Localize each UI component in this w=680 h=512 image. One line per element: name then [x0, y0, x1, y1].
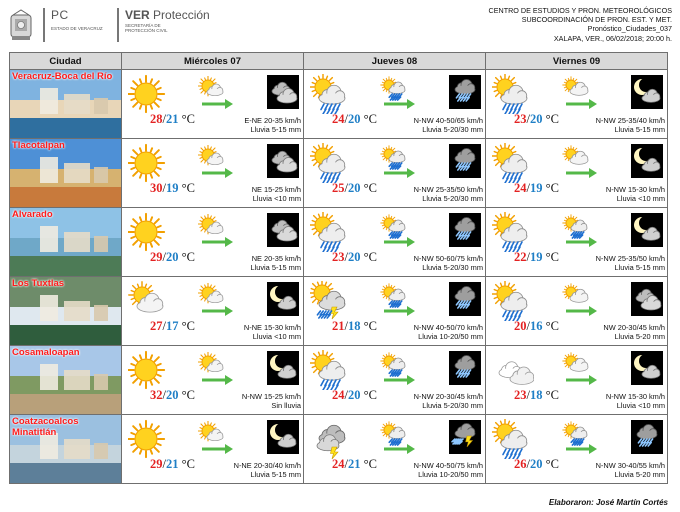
forecast-id: Pronóstico_Ciudades_037: [587, 24, 672, 34]
forecast-cell: [486, 277, 668, 346]
forecast-cell: [122, 208, 304, 277]
rain-sun-icon: [310, 212, 352, 252]
rain-sun-icon: [492, 419, 534, 459]
temp-max: 32: [150, 388, 163, 402]
rain-sun-wind-icon: [380, 352, 416, 388]
cloudy-icon: [492, 350, 534, 390]
rain-amount: Lluvia 5-15 mm: [250, 470, 301, 479]
state-seal-icon: [8, 9, 34, 41]
wind-rain-info: [242, 392, 301, 410]
sun-icon: [128, 212, 170, 252]
ver-logo-subtitle: SECRETARÍA DE PROTECCIÓN CIVIL: [125, 23, 168, 33]
rain-amount: Lluvia 5-15 mm: [250, 263, 301, 272]
city-photo: [10, 208, 121, 276]
col-header-city: Ciudad: [10, 53, 122, 70]
cloudy-night-icon: [631, 282, 663, 316]
wind-speed: E-NE 20-35 km/h: [244, 116, 301, 125]
table-row: [10, 415, 668, 484]
wind-rain-info: [596, 116, 665, 134]
wind-rain-info: [596, 254, 665, 272]
rain-sun-wind-icon: [380, 283, 416, 319]
col-header-day: Viernes 09: [486, 53, 668, 70]
temperature: 32/20 °C: [150, 388, 195, 402]
temperature: 22/19 °C: [514, 250, 559, 264]
temperature: 28/21 °C: [150, 112, 195, 126]
heavy-rain-icon: [449, 351, 481, 385]
temp-min: 21: [165, 457, 179, 471]
city-cell: [10, 70, 122, 139]
cloudy-night-icon: [267, 144, 299, 178]
temp-unit: °C: [545, 319, 559, 333]
forecast-cell: [486, 70, 668, 139]
storm-night-icon: [449, 420, 481, 454]
city-photo: [10, 139, 121, 207]
rain-sun-wind-icon: [380, 214, 416, 250]
partly-cloudy-sun-wind-icon: [198, 214, 234, 250]
temperature: 23/18 °C: [514, 388, 559, 402]
wind-rain-info: [252, 185, 301, 203]
wind-speed: N-NW 40-50/65 km/h: [413, 116, 483, 125]
forecast-cell: [304, 415, 486, 484]
heavy-rain-icon: [449, 213, 481, 247]
temp-max: 24: [332, 112, 345, 126]
wind-speed: N-NW 50-60/75 km/h: [413, 254, 483, 263]
issue-datetime: XALAPA, VER., 06/02/2018; 20:00 h.: [553, 33, 672, 43]
ver-proteccion-logo: [117, 8, 210, 42]
temp-unit: °C: [363, 181, 377, 195]
temp-max: 24: [332, 388, 345, 402]
wind-rain-info: [234, 461, 301, 479]
city-name: Veracruz-Boca del Río: [12, 71, 113, 82]
rain-amount: Lluvia 5-20 mm: [614, 332, 665, 341]
rain-sun-icon: [492, 281, 534, 321]
wind-speed: N-NW 30-40/55 km/h: [595, 461, 665, 470]
cloud-sun-wind-icon: [562, 145, 598, 181]
pc-logo-subtitle: ESTADO DE VERACRUZ: [51, 26, 103, 31]
rain-amount: Lluvia 5-15 mm: [614, 125, 665, 134]
city-cell: [10, 139, 122, 208]
wind-rain-info: [606, 185, 665, 203]
city-cell: [10, 415, 122, 484]
rain-amount: Lluvia 5-20/30 mm: [422, 125, 483, 134]
temp-unit: °C: [181, 319, 195, 333]
wind-speed: N-NW 15-30 km/h: [605, 185, 665, 194]
forecast-cell: [486, 346, 668, 415]
city-photo: [10, 70, 121, 138]
cloud-sun-wind-icon: [562, 352, 598, 388]
temp-unit: °C: [545, 181, 559, 195]
temp-unit: °C: [181, 457, 195, 471]
issuer-info: [489, 6, 672, 43]
temp-max: 29: [150, 457, 163, 471]
temp-unit: °C: [545, 112, 559, 126]
rain-sun-wind-icon: [380, 421, 416, 457]
city-photo: [10, 415, 121, 483]
wind-rain-info: [414, 392, 483, 410]
rain-amount: Lluvia <10 mm: [616, 401, 665, 410]
sun-icon: [128, 143, 170, 183]
wind-speed: N-NW 40-50/70 km/h: [413, 323, 483, 332]
city-name: Cosamaloapan: [12, 347, 80, 358]
temp-unit: °C: [181, 388, 195, 402]
temperature: 20/16 °C: [514, 319, 559, 333]
moon-cloud-icon: [631, 144, 663, 178]
forecast-cell: [486, 208, 668, 277]
temp-min: 19: [529, 250, 543, 264]
wind-rain-info: [414, 254, 483, 272]
wind-speed: N-NW 40-50/75 km/h: [413, 461, 483, 470]
temp-min: 20: [347, 112, 361, 126]
temp-min: 20: [529, 112, 543, 126]
city-cell: [10, 277, 122, 346]
temp-min: 20: [347, 250, 361, 264]
rain-amount: Lluvia 5-20/30 mm: [422, 194, 483, 203]
partly-cloudy-sun-wind-icon: [198, 283, 234, 319]
rain-sun-icon: [310, 74, 352, 114]
table-row: [10, 277, 668, 346]
city-photo: [10, 277, 121, 345]
rain-amount: Lluvia 5-20/30 mm: [422, 263, 483, 272]
page-header: [0, 0, 680, 52]
moon-cloud-icon: [631, 213, 663, 247]
partly-cloudy-sun-wind-icon: [198, 421, 234, 457]
storm-cloud-icon: [310, 419, 352, 459]
temperature: 23/20 °C: [332, 250, 377, 264]
temp-min: 18: [529, 388, 543, 402]
col-header-day: Miércoles 07: [122, 53, 304, 70]
temp-min: 20: [165, 250, 179, 264]
wind-rain-info: [596, 461, 665, 479]
heavy-rain-icon: [631, 420, 663, 454]
wind-speed: N-NW 15-30 km/h: [605, 392, 665, 401]
temp-unit: °C: [363, 112, 377, 126]
rain-amount: Lluvia 10-20/50 mm: [418, 332, 483, 341]
temperature: 21/18 °C: [332, 319, 377, 333]
temp-max: 21: [332, 319, 345, 333]
pc-logo: [43, 8, 103, 42]
partly-cloudy-sun-wind-icon: [198, 76, 234, 112]
issuer-line: CENTRO DE ESTUDIOS Y PRON. METEOROLÓGICOS: [488, 6, 672, 15]
rain-amount: Lluvia 5-15 mm: [614, 263, 665, 272]
rain-sun-wind-icon: [380, 76, 416, 112]
table-row: [10, 346, 668, 415]
temp-min: 21: [165, 112, 179, 126]
rain-sun-icon: [492, 74, 534, 114]
temperature: 24/20 °C: [332, 112, 377, 126]
moon-cloud-icon: [267, 282, 299, 316]
forecast-cell: [122, 70, 304, 139]
temp-unit: °C: [363, 319, 377, 333]
sun-icon: [128, 74, 170, 114]
temp-min: 20: [529, 457, 543, 471]
ver-logo-title: VER Protección: [125, 8, 210, 22]
rain-amount: Lluvia 5-15 mm: [250, 125, 301, 134]
temp-unit: °C: [181, 112, 195, 126]
temp-unit: °C: [545, 250, 559, 264]
rain-sun-wind-icon: [562, 214, 598, 250]
temp-max: 23: [514, 112, 527, 126]
temp-min: 20: [347, 181, 361, 195]
forecast-cell: [304, 346, 486, 415]
wind-rain-info: [414, 116, 483, 134]
table-row: [10, 208, 668, 277]
temp-min: 20: [347, 388, 361, 402]
rain-sun-icon: [310, 350, 352, 390]
rain-amount: Lluvia 5-20/30 mm: [422, 401, 483, 410]
cloudy-night-icon: [267, 75, 299, 109]
rain-sun-icon: [310, 143, 352, 183]
city-name: Tlacotalpan: [12, 140, 65, 151]
forecast-cell: [122, 346, 304, 415]
rain-amount: Lluvia 10-20/50 mm: [418, 470, 483, 479]
temp-max: 28: [150, 112, 163, 126]
forecast-cell: [122, 139, 304, 208]
moon-cloud-icon: [631, 75, 663, 109]
temp-min: 16: [529, 319, 543, 333]
wind-speed: NE 20-35 km/h: [251, 254, 301, 263]
rain-sun-icon: [492, 212, 534, 252]
table-header-row: [10, 53, 668, 70]
wind-speed: N-NW 25-35/50 km/h: [413, 185, 483, 194]
wind-speed: NE 15-25 km/h: [251, 185, 301, 194]
forecast-cell: [486, 415, 668, 484]
wind-speed: N-NE 20-30/40 km/h: [233, 461, 301, 470]
cloud-sun-wind-icon: [562, 283, 598, 319]
temperature: 26/20 °C: [514, 457, 559, 471]
temp-max: 22: [514, 250, 527, 264]
temp-unit: °C: [363, 250, 377, 264]
city-name: Coatzacoalcos Minatitlán: [12, 416, 79, 438]
temp-unit: °C: [181, 181, 195, 195]
wind-rain-info: [414, 185, 483, 203]
heavy-rain-icon: [449, 75, 481, 109]
temp-max: 20: [514, 319, 527, 333]
temp-max: 24: [514, 181, 527, 195]
temp-min: 21: [347, 457, 361, 471]
temp-min: 19: [165, 181, 179, 195]
temp-max: 23: [514, 388, 527, 402]
temperature: 24/20 °C: [332, 388, 377, 402]
pc-logo-title: PC: [51, 8, 69, 22]
sun-icon: [128, 419, 170, 459]
wind-rain-info: [606, 392, 665, 410]
city-name: Alvarado: [12, 209, 53, 220]
forecast-cell: [304, 277, 486, 346]
issuer-line: SUBCOORDINACIÓN DE PRON. EST. Y MET.: [521, 15, 672, 25]
cloud-sun-icon: [128, 281, 170, 321]
forecast-table: [9, 52, 668, 484]
cloud-sun-wind-icon: [562, 76, 598, 112]
temp-max: 29: [150, 250, 163, 264]
temp-unit: °C: [363, 457, 377, 471]
city-cell: [10, 346, 122, 415]
rain-amount: Lluvia <10 mm: [616, 194, 665, 203]
heavy-rain-icon: [449, 144, 481, 178]
temperature: 29/20 °C: [150, 250, 195, 264]
moon-cloud-icon: [631, 351, 663, 385]
wind-rain-info: [414, 323, 483, 341]
temp-min: 20: [165, 388, 179, 402]
col-header-day: Jueves 08: [304, 53, 486, 70]
temp-max: 25: [332, 181, 345, 195]
city-photo: [10, 346, 121, 414]
partly-cloudy-sun-wind-icon: [198, 145, 234, 181]
sun-icon: [128, 350, 170, 390]
temperature: 23/20 °C: [514, 112, 559, 126]
table-row: [10, 70, 668, 139]
wind-speed: N-NE 15-30 km/h: [243, 323, 301, 332]
rain-sun-icon: [492, 143, 534, 183]
forecast-cell: [122, 415, 304, 484]
rain-amount: Lluvia <10 mm: [252, 332, 301, 341]
forecast-cell: [304, 70, 486, 139]
temp-min: 18: [347, 319, 361, 333]
wind-rain-info: [244, 323, 301, 341]
wind-speed: N-NW 25-35/40 km/h: [595, 116, 665, 125]
rain-sun-wind-icon: [380, 145, 416, 181]
wind-rain-info: [250, 254, 301, 272]
temperature: 25/20 °C: [332, 181, 377, 195]
temp-max: 26: [514, 457, 527, 471]
temp-unit: °C: [181, 250, 195, 264]
city-name: Los Tuxtlas: [12, 278, 65, 289]
wind-rain-info: [244, 116, 301, 134]
table-row: [10, 139, 668, 208]
wind-speed: NW 20-30/45 km/h: [603, 323, 665, 332]
rain-sun-wind-icon: [562, 421, 598, 457]
forecast-cell: [122, 277, 304, 346]
temperature: 24/19 °C: [514, 181, 559, 195]
wind-speed: N-NW 25-35/50 km/h: [595, 254, 665, 263]
moon-cloud-icon: [267, 351, 299, 385]
temp-max: 27: [150, 319, 163, 333]
city-cell: [10, 208, 122, 277]
temp-min: 17: [165, 319, 179, 333]
wind-rain-info: [414, 461, 483, 479]
credit-line: Elaboraron: José Martín Cortés: [548, 498, 668, 507]
forecast-cell: [486, 139, 668, 208]
temperature: 27/17 °C: [150, 319, 195, 333]
rain-amount: Sin lluvia: [271, 401, 301, 410]
temperature: 24/21 °C: [332, 457, 377, 471]
wind-speed: N-NW 15-25 km/h: [241, 392, 301, 401]
wind-speed: N-NW 20-30/45 km/h: [413, 392, 483, 401]
temp-unit: °C: [363, 388, 377, 402]
temp-max: 24: [332, 457, 345, 471]
temp-max: 30: [150, 181, 163, 195]
heavy-rain-icon: [449, 282, 481, 316]
forecast-cell: [304, 208, 486, 277]
rain-amount: Lluvia 5-20 mm: [614, 470, 665, 479]
storm-sun-icon: [310, 281, 352, 321]
forecast-cell: [304, 139, 486, 208]
moon-cloud-icon: [267, 420, 299, 454]
temperature: 29/21 °C: [150, 457, 195, 471]
temp-max: 23: [332, 250, 345, 264]
cloudy-night-icon: [267, 213, 299, 247]
wind-rain-info: [603, 323, 665, 341]
temp-unit: °C: [545, 457, 559, 471]
temp-min: 19: [529, 181, 543, 195]
temperature: 30/19 °C: [150, 181, 195, 195]
rain-amount: Lluvia <10 mm: [252, 194, 301, 203]
partly-cloudy-sun-wind-icon: [198, 352, 234, 388]
temp-unit: °C: [545, 388, 559, 402]
